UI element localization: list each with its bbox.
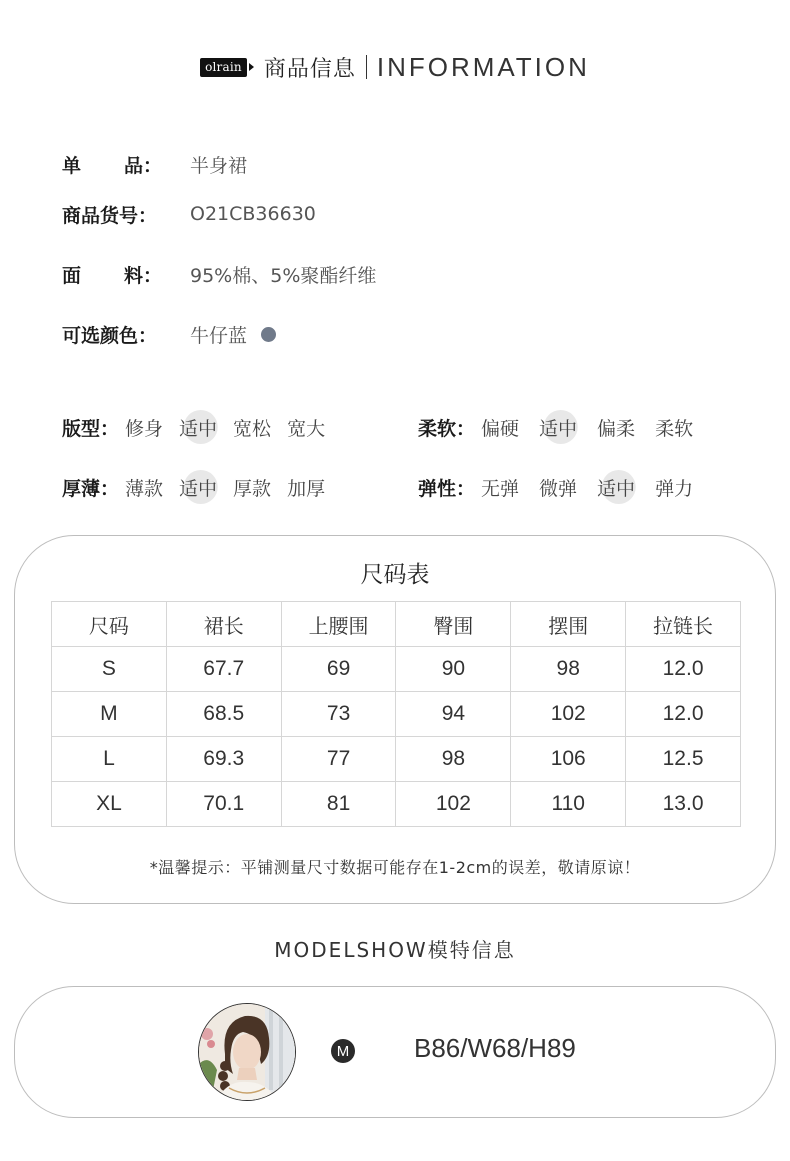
table-cell: XL — [52, 782, 167, 827]
attr-options-elasticity — [481, 474, 709, 501]
table-row — [52, 647, 741, 692]
info-label-char: 料： — [123, 264, 162, 287]
info-label-item — [62, 151, 162, 178]
table-header-cell: 尺码 — [52, 602, 167, 647]
attr-label-elasticity: 弹性： — [418, 477, 476, 500]
table-header-cell: 裙长 — [166, 602, 281, 647]
table-cell: 98 — [511, 647, 626, 692]
model-portrait-image — [199, 1004, 295, 1100]
attr-row-thickness — [62, 472, 341, 502]
table-header-cell: 上腰围 — [281, 602, 396, 647]
attr-row-fit — [62, 412, 341, 442]
table-cell: 106 — [511, 737, 626, 782]
attr-option: 微弹 — [539, 477, 578, 500]
table-cell: 102 — [511, 692, 626, 737]
attr-row-softness — [418, 412, 709, 442]
attr-option-selected: 适中 — [179, 474, 217, 501]
info-label-char: 单 — [62, 154, 82, 177]
table-row — [52, 737, 741, 782]
attr-option: 偏柔 — [597, 417, 636, 440]
info-row-sku — [62, 199, 316, 229]
table-cell: 102 — [396, 782, 511, 827]
table-cell: 110 — [511, 782, 626, 827]
table-cell: 12.0 — [626, 647, 741, 692]
attr-option: 修身 — [125, 417, 164, 440]
attr-option-selected: 适中 — [539, 414, 577, 441]
attr-options-fit — [125, 414, 341, 441]
info-value-fabric: 95%棉、5%聚酯纤维 — [190, 264, 377, 287]
table-cell: 94 — [396, 692, 511, 737]
table-cell: S — [52, 647, 167, 692]
info-label-fabric — [62, 261, 162, 288]
attr-option-selected: 适中 — [179, 414, 217, 441]
table-cell: 68.5 — [166, 692, 281, 737]
table-cell: 81 — [281, 782, 396, 827]
model-info-panel — [14, 986, 776, 1118]
info-label-char: 面 — [62, 264, 82, 287]
table-cell: M — [52, 692, 167, 737]
model-measurements: B86/W68/H89 — [414, 1033, 576, 1063]
attr-label-fit: 版型： — [62, 417, 120, 440]
attr-option: 宽大 — [287, 417, 326, 440]
header-title-cn: 商品信息 — [263, 56, 356, 82]
attr-label-softness: 柔软： — [418, 417, 476, 440]
table-cell: 13.0 — [626, 782, 741, 827]
size-chart-table — [51, 601, 741, 827]
info-value-sku: O21CB36630 — [190, 203, 316, 225]
attr-option: 宽松 — [233, 417, 272, 440]
table-cell: L — [52, 737, 167, 782]
play-triangle-icon — [249, 63, 254, 71]
size-chart-title: 尺码表 — [360, 562, 430, 588]
attr-option: 厚款 — [233, 477, 272, 500]
attr-option: 弹力 — [655, 477, 694, 500]
table-header-cell: 摆围 — [511, 602, 626, 647]
attr-row-elasticity — [418, 472, 709, 502]
header-title-en: INFORMATION — [376, 51, 590, 82]
model-section-title: MODELSHOW模特信息 — [274, 938, 516, 962]
info-row-fabric — [62, 259, 376, 289]
table-header-row — [52, 602, 741, 647]
table-cell: 90 — [396, 647, 511, 692]
table-cell: 67.7 — [166, 647, 281, 692]
table-cell: 73 — [281, 692, 396, 737]
section-header — [0, 48, 790, 86]
attr-option: 加厚 — [287, 477, 326, 500]
table-cell: 12.5 — [626, 737, 741, 782]
table-cell: 77 — [281, 737, 396, 782]
info-row-color — [62, 319, 276, 349]
info-row-item — [62, 149, 247, 179]
info-label-sku: 商品货号： — [62, 204, 158, 227]
header-divider — [366, 55, 367, 79]
table-cell: 70.1 — [166, 782, 281, 827]
brand-logo-text: olrain — [200, 58, 247, 77]
table-header-cell: 臀围 — [396, 602, 511, 647]
attr-label-thickness: 厚薄： — [62, 477, 120, 500]
attr-options-softness — [481, 414, 709, 441]
brand-logo — [200, 58, 254, 77]
info-value-color: 牛仔蓝 — [190, 324, 248, 347]
measurement-note: *温馨提示：平铺测量尺寸数据可能存在1-2cm的误差，敬请原谅！ — [149, 858, 641, 877]
info-label-color: 可选颜色： — [62, 324, 158, 347]
table-cell: 69.3 — [166, 737, 281, 782]
attr-option: 偏硬 — [481, 417, 520, 440]
attr-option-selected: 适中 — [597, 474, 635, 501]
attr-option: 柔软 — [655, 417, 694, 440]
attr-option: 薄款 — [125, 477, 164, 500]
table-header-cell: 拉链长 — [626, 602, 741, 647]
attr-option: 无弹 — [481, 477, 520, 500]
model-avatar — [198, 1003, 296, 1101]
info-value-item: 半身裙 — [190, 154, 248, 177]
table-cell: 12.0 — [626, 692, 741, 737]
table-cell: 98 — [396, 737, 511, 782]
info-label-char: 品： — [123, 154, 162, 177]
color-swatch[interactable] — [261, 327, 276, 342]
table-cell: 69 — [281, 647, 396, 692]
table-row — [52, 782, 741, 827]
table-row — [52, 692, 741, 737]
model-size-badge: M — [331, 1039, 355, 1063]
attr-options-thickness — [125, 474, 341, 501]
